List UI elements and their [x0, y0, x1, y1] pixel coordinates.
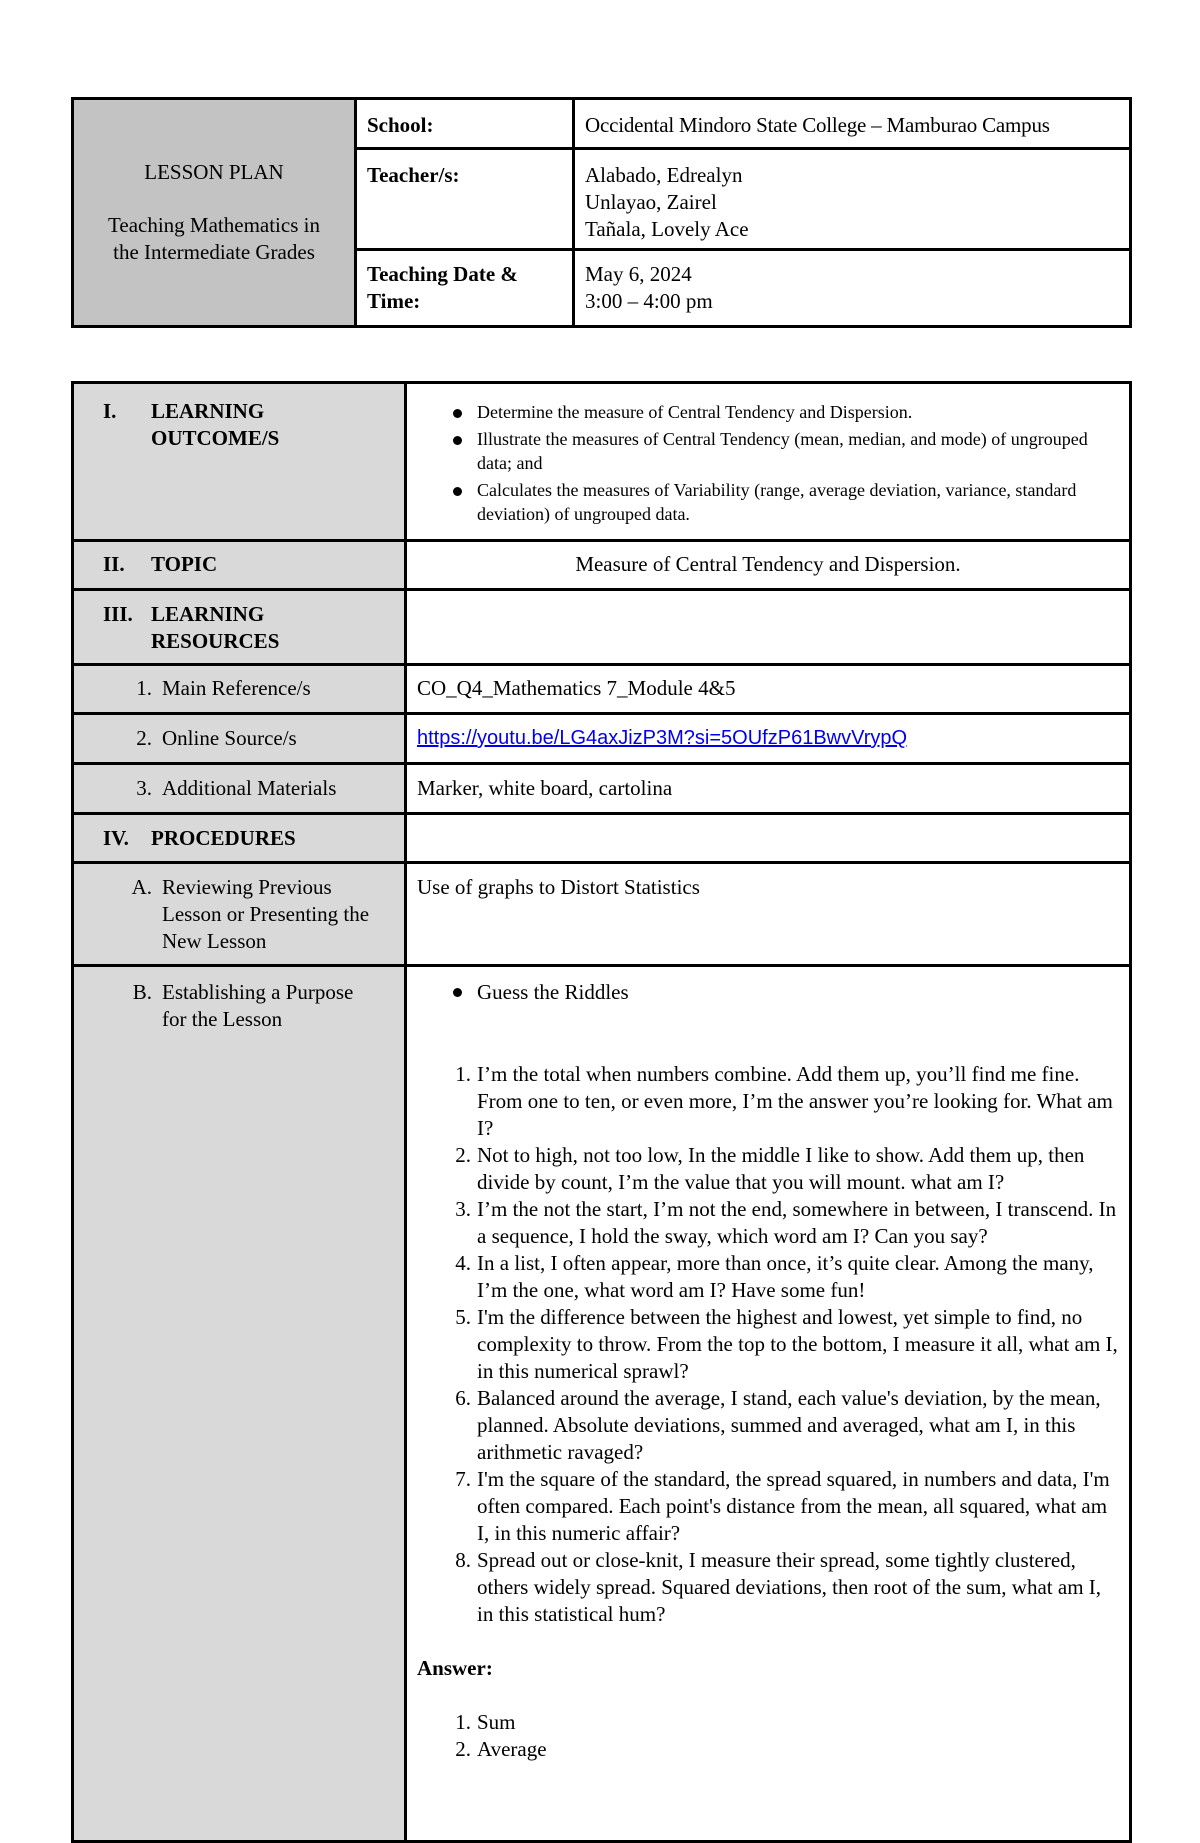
resource-value-cell — [406, 665, 1131, 714]
list-item: Guess the Riddles — [417, 979, 1119, 1006]
resource-label-cell — [73, 714, 406, 764]
item-label: Establishing a Purpose for the Lesson — [162, 980, 354, 1031]
resource-row-online-source — [73, 714, 1131, 764]
list-item: Calculates the measures of Variability (range, average deviation, variance, standard deviation) of ungrouped data. — [417, 478, 1119, 526]
riddle-item: 5. I'm the difference between the highest and lowest, yet simple to find, no complexity to throw. From the top to the bottom, I measure it all, what am I, in this numerical sprawl? — [455, 1305, 1118, 1383]
procedure-label-cell — [73, 966, 406, 1842]
section-row-outcomes — [73, 383, 1131, 541]
riddle-item: 2. Not to high, not too low, In the middle I like to show. Add them up, then divide by count, I’m the value that you will mount. what am I? — [455, 1143, 1085, 1194]
section-numeral: I. — [103, 399, 117, 423]
section-title: TOPIC — [151, 552, 218, 576]
teacher-list — [574, 149, 1131, 250]
procedure-label-cell — [73, 863, 406, 966]
section-numeral: III. — [103, 602, 133, 626]
bullet-icon — [453, 487, 462, 496]
lesson-plan-title: LESSON PLAN — [144, 160, 284, 184]
subtitle-line: the Intermediate Grades — [113, 240, 315, 264]
teaching-date: May 6, 2024 — [585, 262, 692, 286]
item-number: 2. — [136, 726, 152, 750]
riddle-item: 1. I’m the total when numbers combine. Add them up, you’ll find me fine. From one to ten, or even more, I’m the answer you’re looking for. What am I? — [455, 1062, 1113, 1140]
section-row-resources — [73, 590, 1131, 665]
riddle-item: 6. Balanced around the average, I stand, each value's deviation, by the mean, planned. Absolute deviations, summed and averaged, what am I, in this arithmetic ravaged? — [455, 1386, 1101, 1464]
teacher-name: Tañala, Lovely Ace — [585, 217, 749, 241]
item-letter: A. — [131, 875, 152, 899]
section-label-cell — [73, 541, 406, 590]
riddle-item: 7. I'm the square of the standard, the spread squared, in numbers and data, I'm often compared. Each point's distance from the mean, all squared, what am I, in this numeric affair? — [455, 1467, 1110, 1545]
section-title: LEARNING RESOURCES — [151, 602, 280, 653]
answer-item: 1. Sum — [455, 1710, 516, 1734]
riddle-item: 3. I’m the not the start, I’m not the end, somewhere in between, I transcend. In a sequence, I hold the sway, which word am I? Can you say? — [455, 1197, 1117, 1248]
item-label: Main Reference/s — [162, 676, 311, 700]
answer-list — [417, 1709, 1119, 1763]
answer-item: 2. Average — [455, 1737, 547, 1761]
lesson-plan-title-cell — [73, 99, 356, 327]
resource-value-cell — [406, 764, 1131, 814]
teaching-time: 3:00 – 4:00 pm — [585, 289, 713, 313]
topic-value: Measure of Central Tendency and Dispersion. — [575, 552, 961, 576]
topic-content-cell — [406, 541, 1131, 590]
teacher-name: Alabado, Edrealyn — [585, 163, 743, 187]
section-row-procedures — [73, 814, 1131, 863]
section-numeral: II. — [103, 552, 125, 576]
procedure-row-a — [73, 863, 1131, 966]
procedures-content-cell — [406, 814, 1131, 863]
outcomes-list — [417, 400, 1119, 526]
riddle-item: 4. In a list, I often appear, more than once, it’s quite clear. Among the many, I’m the one, what word am I? Have some fun! — [455, 1251, 1094, 1302]
online-source-link[interactable]: https://youtu.be/LG4axJizP3M?si=5OUfzP61BwvVrypQ — [417, 727, 908, 749]
riddle-item: 8. Spread out or close-knit, I measure their spread, some tightly clustered, others widely spread. Squared deviations, then root of the sum, what am I, in this statistical hum? — [455, 1548, 1102, 1626]
school-value: Occidental Mindoro State College – Mamburao Campus — [574, 99, 1131, 149]
bullet-icon — [453, 436, 462, 445]
item-label: Online Source/s — [162, 726, 297, 750]
item-label: Reviewing Previous Lesson or Presenting the New Lesson — [162, 875, 370, 953]
outcomes-content-cell — [406, 383, 1131, 541]
resources-content-cell — [406, 590, 1131, 665]
riddle-list — [417, 1061, 1119, 1628]
header-table — [71, 97, 1132, 328]
section-numeral: IV. — [103, 826, 129, 850]
lesson-plan-subtitle — [74, 212, 354, 266]
section-label-cell — [73, 814, 406, 863]
resource-row-additional-materials — [73, 764, 1131, 814]
resource-label-cell — [73, 665, 406, 714]
procedure-a-value: Use of graphs to Distort Statistics — [417, 875, 700, 899]
bullet-icon — [453, 988, 462, 997]
resource-row-main-reference — [73, 665, 1131, 714]
teacher-name: Unlayao, Zairel — [585, 190, 717, 214]
teacher-label: Teacher/s: — [356, 149, 574, 250]
riddle-bullet-list — [417, 979, 1119, 1006]
procedure-row-b — [73, 966, 1131, 1842]
list-item: Determine the measure of Central Tendency and Dispersion. — [417, 400, 1119, 424]
additional-materials-value: Marker, white board, cartolina — [417, 776, 673, 800]
list-item: Illustrate the measures of Central Tendency (mean, median, and mode) of ungrouped data; and — [417, 427, 1119, 475]
item-number: 3. — [136, 776, 152, 800]
section-label-cell — [73, 383, 406, 541]
date-time-value — [574, 250, 1131, 327]
subtitle-line: Teaching Mathematics in — [108, 213, 320, 237]
resource-value-cell — [406, 714, 1131, 764]
answer-label: Answer: — [417, 1656, 493, 1680]
resource-label-cell — [73, 764, 406, 814]
item-number: 1. — [136, 676, 152, 700]
date-label-line: Time: — [367, 289, 421, 313]
lesson-main-table — [71, 381, 1132, 1843]
procedure-b-content-cell — [406, 966, 1131, 1842]
item-label: Additional Materials — [162, 776, 337, 800]
item-letter: B. — [132, 980, 152, 1004]
main-reference-value: CO_Q4_Mathematics 7_Module 4&5 — [417, 676, 736, 700]
bullet-icon — [453, 409, 462, 418]
date-label-line: Teaching Date & — [367, 262, 518, 286]
procedure-value-cell — [406, 863, 1131, 966]
section-title: LEARNING OUTCOME/S — [151, 399, 280, 450]
date-label — [356, 250, 574, 327]
section-title: PROCEDURES — [151, 826, 296, 850]
section-label-cell — [73, 590, 406, 665]
school-label: School: — [356, 99, 574, 149]
section-row-topic — [73, 541, 1131, 590]
